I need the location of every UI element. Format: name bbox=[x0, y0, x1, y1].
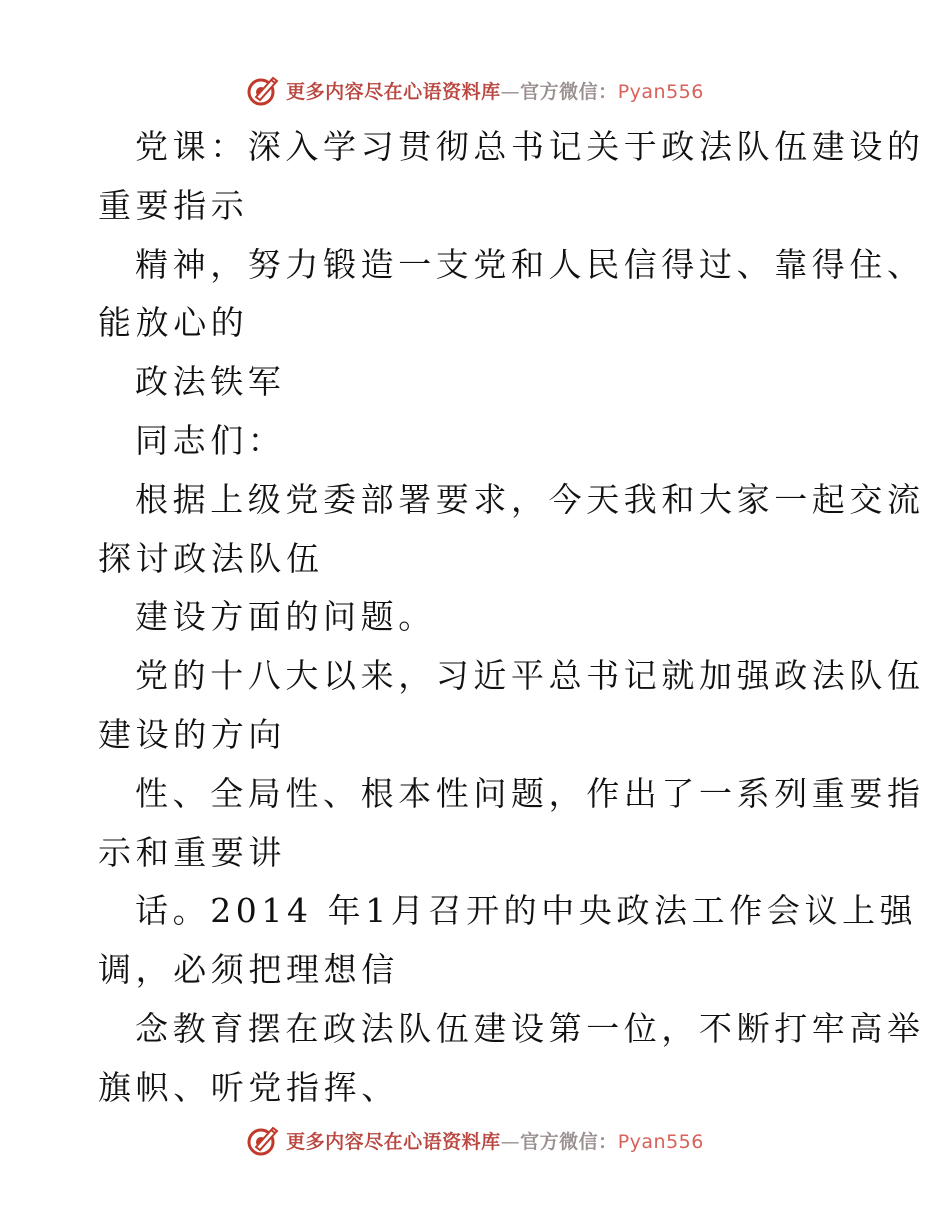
quill-logo-icon bbox=[246, 1123, 280, 1157]
text-line: 建设方面的问题。 bbox=[135, 597, 436, 637]
watermark-text: 更多内容尽在心语资料库—官方微信：Pyan556 bbox=[286, 1130, 704, 1153]
watermark-text: 更多内容尽在心语资料库—官方微信：Pyan556 bbox=[286, 80, 704, 103]
text-line: 政法铁军 bbox=[135, 362, 286, 402]
text-line: 根据上级党委部署要求，今天我和大家一起交流 bbox=[135, 479, 925, 519]
text-line: 念教育摆在政法队伍建设第一位，不断打牢高举 bbox=[135, 1008, 925, 1048]
text-line: 探讨政法队伍 bbox=[98, 538, 324, 578]
text-line: 重要指示 bbox=[98, 185, 249, 225]
text-line: 性、全局性、根本性问题，作出了一系列重要指 bbox=[135, 773, 925, 813]
document-body bbox=[98, 118, 925, 1118]
text-line: 同志们： bbox=[135, 420, 286, 460]
text-line: 调，必须把理想信 bbox=[98, 950, 399, 990]
text-line: 话。2014 年1月召开的中央政法工作会议上强 bbox=[135, 891, 918, 931]
text-line: 建设的方向 bbox=[98, 714, 286, 754]
watermark-footer bbox=[0, 1120, 950, 1160]
text-line: 示和重要讲 bbox=[98, 832, 286, 872]
text-line: 旗帜、听党指挥、 bbox=[98, 1067, 399, 1107]
text-line: 党的十八大以来，习近平总书记就加强政法队伍 bbox=[135, 656, 925, 696]
watermark-header bbox=[0, 70, 950, 110]
quill-logo-icon bbox=[246, 73, 280, 107]
text-line: 党课：深入学习贯彻总书记关于政法队伍建设的 bbox=[135, 127, 925, 166]
text-line: 精神，努力锻造一支党和人民信得过、靠得住、 bbox=[135, 244, 925, 284]
text-line: 能放心的 bbox=[98, 303, 249, 343]
